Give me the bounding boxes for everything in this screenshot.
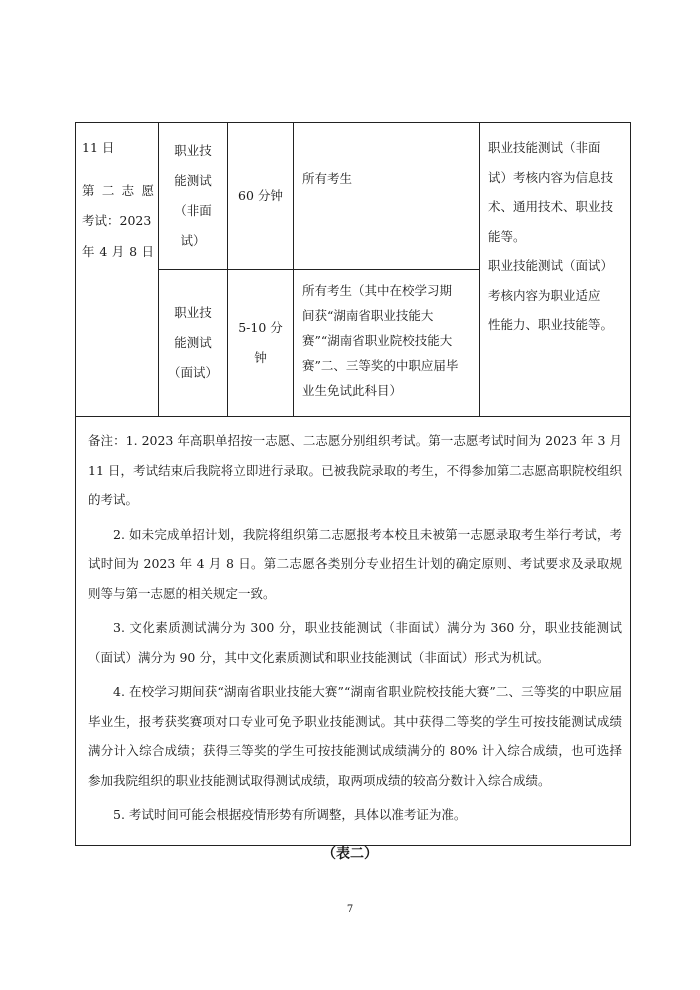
duration-text: 60 分钟 (238, 188, 283, 203)
date-line-4: 年 4 月 8 日 (82, 243, 154, 259)
notes-row (76, 417, 631, 846)
table-row (76, 123, 631, 270)
subject-line: 能测试 (174, 335, 212, 350)
subject-line: 职业技 (174, 305, 212, 320)
subject-cell (159, 123, 228, 270)
duration-text: 5-10 分 (238, 320, 283, 335)
content-line: 职业技能测试（非面 (488, 140, 601, 155)
table-caption: （表二） (322, 846, 378, 862)
note-paragraph: 5. 考试时间可能会根据疫情形势有所调整，具体以准考证为准。 (113, 807, 467, 822)
candidates-cell (294, 270, 480, 417)
duration-text: 钟 (254, 350, 267, 365)
duration-cell (228, 270, 294, 417)
subject-line: 试） (180, 233, 206, 248)
candidates-line: 赛”“湖南省职业院校技能大 (302, 333, 453, 348)
content-line: 试）考核内容为信息技 (488, 169, 614, 185)
exam-schedule-table (75, 122, 631, 846)
content-line: 考核内容为职业适应 (488, 287, 601, 303)
subject-cell (159, 270, 228, 417)
candidates-cell (294, 123, 480, 270)
exam-date-cell (76, 123, 159, 417)
subject-line: （面试） (167, 365, 218, 380)
note-paragraph: 2. 如未完成单招计划，我院将组织第二志愿报考本校且未被第一志愿录取考生举行考试，考试时间为 2023 年 4 月 8 日。第二志愿各类别分专业招生计划的确定原则、考试要求及录取规则等与第一志愿的相关规定一致。 (88, 526, 622, 601)
content-line: 术、通用技术、职业技 (488, 199, 614, 214)
candidates-text: 所有考生 (302, 171, 353, 186)
note-paragraph: 备注：1. 2023 年高职单招按一志愿、二志愿分别组织考试。第一志愿考试时间为 2023 年 3 月 11 日，考试结束后我院将立即进行录取。已被我院录取的考生，不得参加第二志愿高职院校组织的考试。 (88, 433, 622, 507)
subject-line: 能测试 (174, 173, 212, 188)
candidates-line: 间获“湖南省职业技能大 (302, 308, 434, 323)
content-line: 性能力、职业技能等。 (488, 317, 614, 332)
exam-content-cell (480, 123, 631, 417)
date-line-2: 第 二 志 愿 (82, 182, 154, 198)
note-paragraph: 3. 文化素质测试满分为 300 分，职业技能测试（非面试）满分为 360 分，职业技能测试（面试）满分为 90 分，其中文化素质测试和职业技能测试（非面试）形式为机试。 (88, 620, 622, 665)
candidates-line: 业生免试此科目） (302, 383, 403, 398)
subject-line: （非面 (174, 203, 212, 218)
page-number: 7 (346, 904, 354, 915)
note-paragraph: 4. 在校学习期间获“湖南省职业技能大赛”“湖南省职业院校技能大赛”二、三等奖的中职应届毕业生，报考获奖赛项对口专业可免予职业技能测试。其中获得二等奖的学生可按技能测试成绩满分计入综合成绩；获得三等奖的学生可按技能测试成绩满分的 80% 计入综合成绩，也可选择参加我院组织的职业技能测试取得测试成绩，取两项成绩的较高分数计入综合成绩。 (88, 684, 622, 788)
content-line: 职业技能测试（面试） (488, 258, 614, 273)
duration-cell (228, 123, 294, 270)
candidates-line: 所有考生（其中在校学习期 (302, 283, 453, 298)
content-line: 能等。 (488, 228, 526, 244)
subject-line: 职业技 (174, 143, 212, 158)
notes-cell (76, 417, 631, 846)
candidates-line: 赛”二、三等奖的中职应届毕 (302, 358, 459, 373)
date-line-1: 11 日 (82, 140, 115, 155)
date-line-3: 考试：2023 (82, 213, 152, 228)
